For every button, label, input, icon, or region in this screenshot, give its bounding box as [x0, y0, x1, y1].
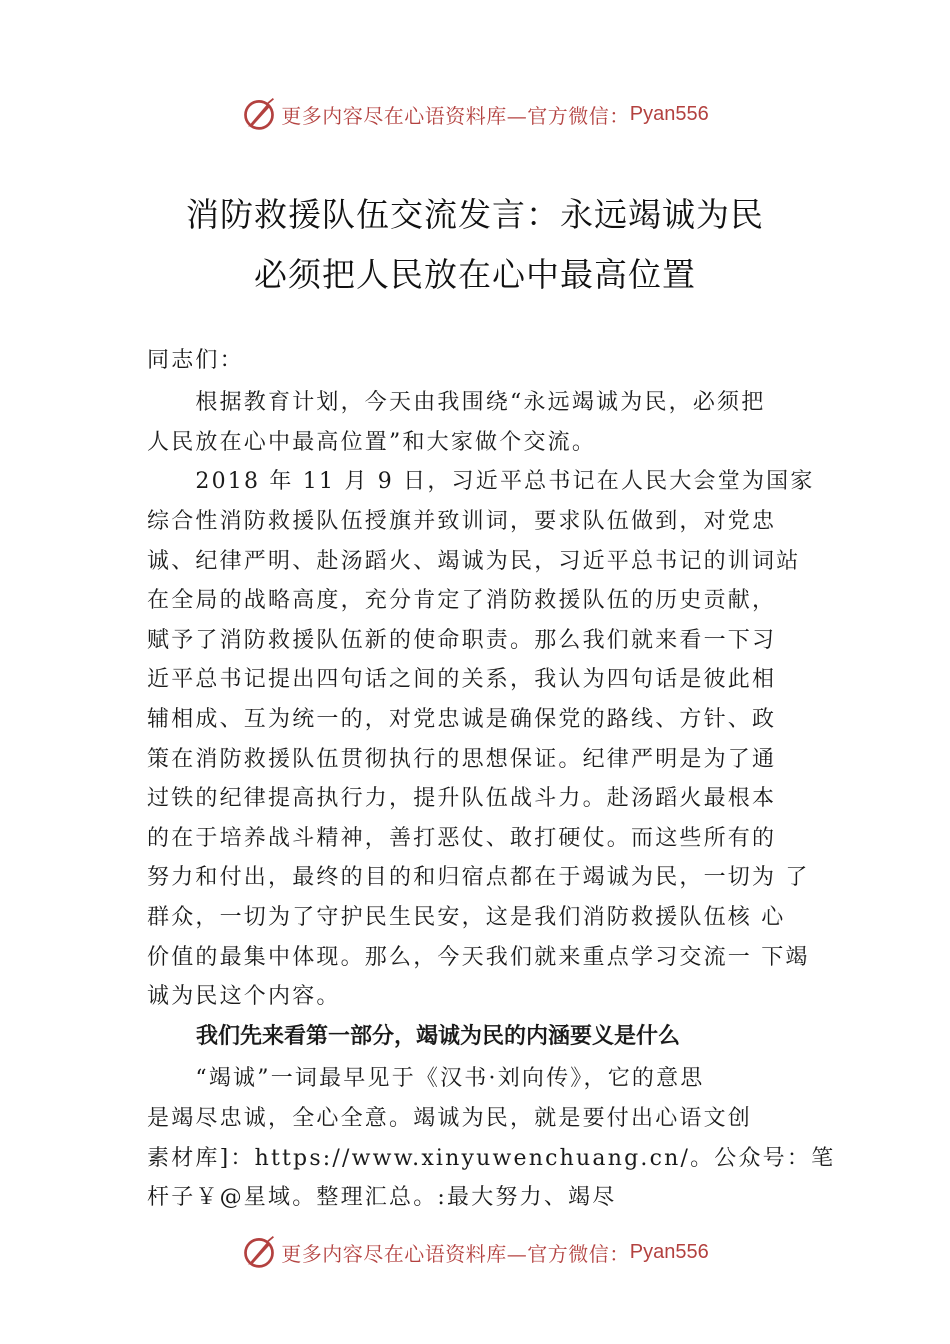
document-title-line-1: 消防救援队伍交流发言：永远竭诚为民	[186, 195, 764, 234]
body-line: 人民放在心中最高位置”和大家做个交流。	[147, 430, 597, 455]
body-line: 辅相成、互为统一的，对党忠诚是确保党的路线、方针、政	[147, 707, 777, 732]
body-line: 是竭尽忠诚，全心全意。竭诚为民，就是要付出心语文创	[147, 1106, 753, 1131]
body-line: 同志们：	[147, 348, 244, 373]
body-line: 2018 年 11 月 9 日，习近平总书记在人民大会堂为国家	[147, 469, 815, 494]
body-line: “竭诚”一词最早见于《汉书·刘向传》，它的意思	[147, 1066, 705, 1091]
body-line: 诚为民这个内容。	[147, 984, 341, 1009]
footer-banner	[0, 1232, 950, 1272]
body-line: 价值的最集中体现。那么，今天我们就来重点学习交流一 下竭	[147, 945, 810, 970]
banner-text: 更多内容尽在心语资料库—官方微信：	[281, 103, 630, 128]
body-line: 诚、纪律严明、赴汤蹈火、竭诚为民，习近平总书记的训词站	[147, 549, 801, 574]
body-line: 在全局的战略高度，充分肯定了消防救援队伍的历史贡献，	[147, 588, 777, 613]
feather-pen-logo-icon	[241, 96, 277, 132]
body-line: 根据教育计划，今天由我围绕“永远竭诚为民，必须把	[147, 390, 766, 415]
body-line: 的在于培养战斗精神，善打恶仗、敢打硬仗。而这些所有的	[147, 826, 777, 851]
header-banner	[0, 94, 950, 134]
body-line: 杆子￥@星域。整理汇总。:最大努力、竭尽	[147, 1185, 617, 1210]
body-line: 过铁的纪律提高执行力，提升队伍战斗力。赴汤蹈火最根本	[147, 786, 777, 811]
body-line: 策在消防救援队伍贯彻执行的思想保证。纪律严明是为了通	[147, 747, 777, 772]
banner-contact: Pyan556	[629, 102, 709, 125]
body-line: 赋予了消防救援队伍新的使命职责。那么我们就来看一下习	[147, 628, 777, 653]
body-line: 综合性消防救援队伍授旗并致训词，要求队伍做到，对党忠	[147, 509, 777, 534]
document-title-line-2: 必须把人民放在心中最高位置	[254, 255, 696, 294]
body-line: 素材库]：https://www.xinyuwenchuang.cn/。公众号：笔	[147, 1146, 836, 1171]
banner-text: 更多内容尽在心语资料库—官方微信：	[281, 1241, 630, 1266]
body-line: 近平总书记提出四句话之间的关系，我认为四句话是彼此相	[147, 667, 777, 692]
body-line: 群众，一切为了守护民生民安，这是我们消防救援队伍核 心	[147, 905, 786, 930]
section-heading: 我们先来看第一部分，竭诚为民的内涵要义是什么	[196, 1024, 681, 1049]
feather-pen-logo-icon	[241, 1234, 277, 1270]
body-line: 努力和付出，最终的目的和归宿点都在于竭诚为民，一切为 了	[147, 865, 810, 890]
banner-contact: Pyan556	[629, 1240, 709, 1263]
